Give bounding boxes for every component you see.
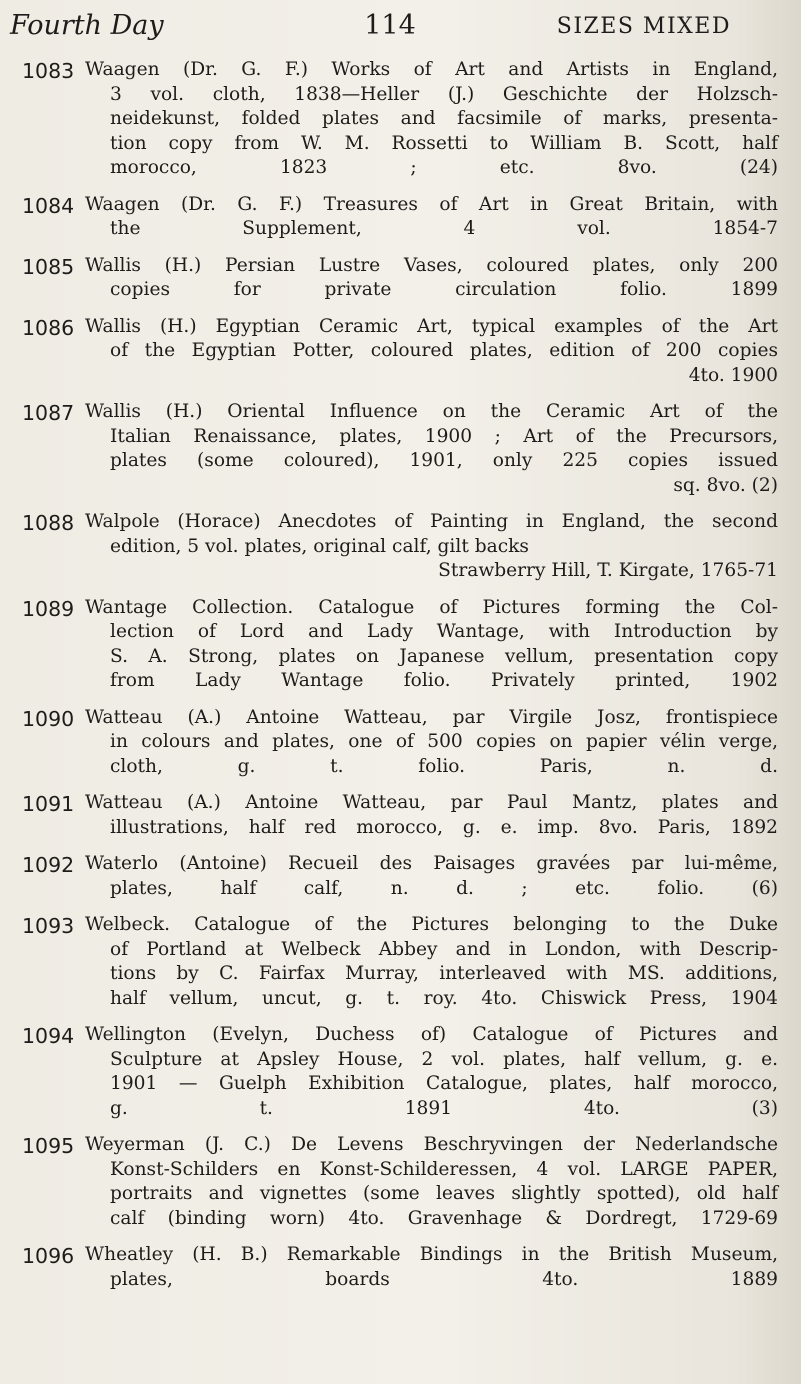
page-header xyxy=(0,10,801,50)
lot-number: 1084 xyxy=(22,193,75,218)
lot-description xyxy=(85,791,778,840)
page-number: 114 xyxy=(364,10,416,41)
lot-description-line: tions by C. Fairfax Murray, interleaved with MS. additions, xyxy=(110,963,778,984)
lot-description xyxy=(85,254,778,303)
lot-entry xyxy=(0,400,801,498)
lot-description-line: sq. 8vo. (2) xyxy=(673,474,778,496)
lot-description-line: cloth, g. t. folio. Paris, n. d. xyxy=(110,755,778,777)
lot-description-line: Waagen (Dr. G. F.) Treasures of Art in Great Britain, with xyxy=(85,193,778,215)
lot-entry xyxy=(0,1133,801,1231)
lot-description-line: the Supplement, 4 vol. 1854-7 xyxy=(110,218,778,239)
lot-entry xyxy=(0,315,801,389)
lot-description-line: Waterlo (Antoine) Recueil des Paisages gravées par lui-même, xyxy=(85,853,778,874)
lot-description-line: Walpole (Horace) Anecdotes of Painting in England, the second xyxy=(85,511,778,532)
lot-entry xyxy=(0,791,801,840)
lot-description-line: plates (some coloured), 1901, only 225 copies issued xyxy=(110,450,778,471)
lot-number: 1092 xyxy=(22,853,75,877)
lot-description-line: portraits and vignettes (some leaves slightly spotted), old half xyxy=(110,1183,778,1204)
lot-description-line: in colours and plates, one of 500 copies on papier vélin verge, xyxy=(110,731,778,752)
lot-description-line: g. t. 1891 4to. (3) xyxy=(110,1097,778,1119)
lot-description-line: Wallis (H.) Egyptian Ceramic Art, typical examples of the Art xyxy=(85,315,778,337)
lot-description-line: neidekunst, folded plates and facsimile of marks, presenta- xyxy=(110,108,778,129)
lot-description-line: Wallis (H.) Oriental Influence on the Ceramic Art of the xyxy=(85,401,778,422)
lot-description-line: calf (binding worn) 4to. Gravenhage & Dordregt, 1729-69 xyxy=(110,1207,778,1229)
lot-description-line: tion copy from W. M. Rossetti to William B. Scott, half xyxy=(110,132,778,154)
lot-description-line: of Portland at Welbeck Abbey and in London, with Descrip- xyxy=(110,938,778,960)
lot-number: 1090 xyxy=(22,706,75,731)
lot-description-line: illustrations, half red morocco, g. e. imp. 8vo. Paris, 1892 xyxy=(110,816,778,838)
lot-description-line: 4to. 1900 xyxy=(688,364,778,386)
lot-description xyxy=(85,913,778,1011)
lot-description xyxy=(85,596,778,694)
day-heading: Fourth Day xyxy=(10,10,164,41)
lot-description-line: Italian Renaissance, plates, 1900 ; Art of the Precursors, xyxy=(110,425,778,447)
lot-number: 1093 xyxy=(22,914,75,938)
lot-description xyxy=(85,510,778,584)
lot-entry xyxy=(0,913,801,1011)
lot-description xyxy=(85,1133,778,1231)
lot-number: 1085 xyxy=(22,254,75,279)
lot-description-line: of the Egyptian Potter, coloured plates, edition of 200 copies xyxy=(110,340,778,361)
lot-description-line: plates, half calf, n. d. ; etc. folio. (6) xyxy=(110,877,778,899)
lot-description-line: 3 vol. cloth, 1838—Heller (J.) Geschichte der Holzsch- xyxy=(110,83,778,105)
lot-description-line: Wallis (H.) Persian Lustre Vases, coloured plates, only 200 xyxy=(85,254,778,276)
lot-description-line: Weyerman (J. C.) De Levens Beschryvingen der Nederlandsche xyxy=(85,1134,778,1155)
lot-list xyxy=(0,58,801,1304)
lot-description-line: Strawberry Hill, T. Kirgate, 1765-71 xyxy=(438,560,778,581)
lot-number: 1094 xyxy=(22,1024,75,1048)
lot-description-line: Wantage Collection. Catalogue of Pictures forming the Col- xyxy=(85,596,778,618)
lot-description-line: S. A. Strong, plates on Japanese vellum, presentation copy xyxy=(110,645,778,667)
lot-entry xyxy=(0,510,801,584)
lot-number: 1095 xyxy=(22,1134,75,1158)
lot-description xyxy=(85,706,778,780)
lot-entry xyxy=(0,58,801,181)
lot-description xyxy=(85,400,778,498)
lot-description-line: Watteau (A.) Antoine Watteau, par Virgile Josz, frontispiece xyxy=(85,706,778,728)
lot-description-line: Waagen (Dr. G. F.) Works of Art and Artists in England, xyxy=(85,59,778,80)
lot-entry xyxy=(0,193,801,242)
lot-entry xyxy=(0,706,801,780)
lot-description-line: Wellington (Evelyn, Duchess of) Catalogue of Pictures and xyxy=(85,1024,778,1045)
lot-number: 1091 xyxy=(22,792,75,816)
lot-description-line: plates, boards 4to. 1889 xyxy=(110,1268,778,1290)
lot-description xyxy=(85,193,778,242)
lot-description xyxy=(85,1243,778,1292)
lot-entry xyxy=(0,254,801,303)
lot-description-line: Wheatley (H. B.) Remarkable Bindings in the British Museum, xyxy=(85,1244,778,1265)
lot-description xyxy=(85,1023,778,1121)
lot-number: 1089 xyxy=(22,596,75,621)
lot-description xyxy=(85,852,778,901)
lot-entry xyxy=(0,852,801,901)
lot-entry xyxy=(0,1023,801,1121)
lot-entry xyxy=(0,596,801,694)
lot-description-line: morocco, 1823 ; etc. 8vo. (24) xyxy=(110,157,778,178)
lot-description-line: half vellum, uncut, g. t. roy. 4to. Chiswick Press, 1904 xyxy=(110,987,778,1009)
lot-number: 1088 xyxy=(22,511,75,535)
lot-description xyxy=(85,58,778,181)
lot-number: 1083 xyxy=(22,59,75,83)
section-heading: SIZES MIXED xyxy=(556,14,731,39)
lot-description-line: from Lady Wantage folio. Privately printed, 1902 xyxy=(110,670,778,691)
lot-description-line: 1901 — Guelph Exhibition Catalogue, plates, half morocco, xyxy=(110,1073,778,1094)
lot-number: 1087 xyxy=(22,401,75,425)
lot-description-line: copies for private circulation folio. 1899 xyxy=(110,279,778,300)
lot-description-line: Sculpture at Apsley House, 2 vol. plates, half vellum, g. e. xyxy=(110,1048,778,1070)
lot-description-line: Konst-Schilders en Konst-Schilderessen, 4 vol. LARGE PAPER, xyxy=(110,1158,778,1180)
lot-number: 1096 xyxy=(22,1244,75,1268)
lot-description-line: Welbeck. Catalogue of the Pictures belonging to the Duke xyxy=(85,914,778,935)
lot-description-line: Watteau (A.) Antoine Watteau, par Paul Mantz, plates and xyxy=(85,792,778,813)
lot-entry xyxy=(0,1243,801,1292)
lot-description xyxy=(85,315,778,389)
lot-description-line: lection of Lord and Lady Wantage, with Introduction by xyxy=(110,621,778,642)
lot-description-line: edition, 5 vol. plates, original calf, gilt backs xyxy=(110,535,529,557)
lot-number: 1086 xyxy=(22,315,75,340)
